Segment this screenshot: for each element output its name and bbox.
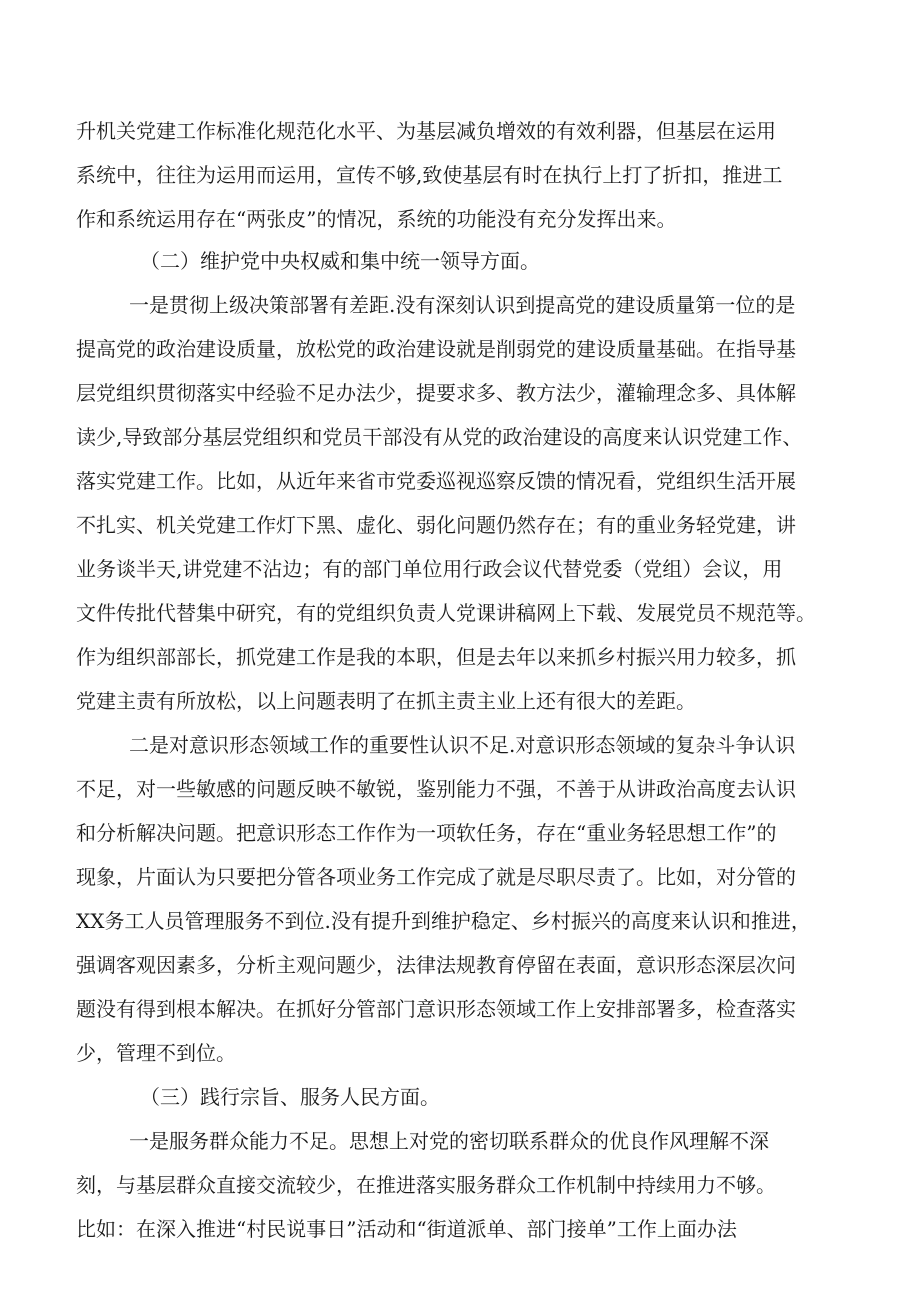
text-line: 作和系统运用存在“两张皮”的情况，系统的功能没有充分发挥出来。 xyxy=(76,207,677,231)
text-line: 读少,导致部分基层党组织和党员干部没有从党的政治建设的高度来认识党建工作、 xyxy=(76,425,803,449)
text-line: 作为组织部部长，抓党建工作是我的本职，但是去年以来抓乡村振兴用力较多，抓 xyxy=(76,645,796,669)
text-line: 刻，与基层群众直接交流较少，在推进落实服务群众工作机制中持续用力不够。 xyxy=(76,1173,776,1197)
text-line: 比如：在深入推进“村民说事日”活动和“街道派单、部门接单”工作上面办法 xyxy=(76,1217,737,1241)
text-line: 业务谈半天,讲党建不沾边；有的部门单位用行政会议代替党委（党组）会议，用 xyxy=(76,557,783,581)
text-line: 一是贯彻上级决策部署有差距.没有深刻认识到提高党的建设质量第一位的是 xyxy=(129,293,796,317)
text-line: 题没有得到根本解决。在抓好分管部门意识形态领域工作上安排部署多，检查落实 xyxy=(76,997,796,1021)
text-line: 强调客观因素多，分析主观问题少，法律法规教育停留在表面，意识形态深层次问 xyxy=(76,953,796,977)
text-line: 二是对意识形态领域工作的重要性认识不足.对意识形态领域的复杂斗争认识 xyxy=(129,733,796,757)
text-line: 升机关党建工作标准化规范化水平、为基层减负增效的有效利器，但基层在运用 xyxy=(76,119,776,143)
text-line: 落实党建工作。比如，从近年来省市党委巡视巡察反馈的情况看，党组织生活开展 xyxy=(76,469,796,493)
text-line: 层党组织贯彻落实中经验不足办法少，提要求多、教方法少，灌输理念多、具体解 xyxy=(76,381,796,405)
section-heading: （二）维护党中央权威和集中统一领导方面。 xyxy=(140,249,540,273)
text-line: 一是服务群众能力不足。思想上对党的密切联系群众的优良作风理解不深 xyxy=(129,1129,769,1153)
text-line: 不扎实、机关党建工作灯下黑、虚化、弱化问题仍然存在；有的重业务轻党建，讲 xyxy=(76,513,796,537)
text-line: 和分析解决问题。把意识形态工作作为一项软任务，存在“重业务轻思想工作”的 xyxy=(76,821,777,845)
text-line: 现象，片面认为只要把分管各项业务工作完成了就是尽职尽责了。比如，对分管的 xyxy=(76,865,796,889)
text-line: 不足，对一些敏感的问题反映不敏锐，鉴别能力不强，不善于从讲政治高度去认识 xyxy=(76,777,796,801)
text-line: 提高党的政治建设质量，放松党的政治建设就是削弱党的建设质量基础。在指导基 xyxy=(76,337,796,361)
text-line: 文件传批代替集中研究，有的党组织负责人党课讲稿网上下载、发展党员不规范等。 xyxy=(76,601,816,625)
text-line: 党建主责有所放松，以上问题表明了在抓主责主业上还有很大的差距。 xyxy=(76,689,696,713)
text-line: 少，管理不到位。 xyxy=(76,1041,236,1065)
section-heading: （三）践行宗旨、服务人民方面。 xyxy=(140,1085,440,1109)
text-line: 系统中，往往为运用而运用，宣传不够,致使基层有时在执行上打了折扣，推进工 xyxy=(76,163,783,187)
text-line: XX务工人员管理服务不到位.没有提升到维护稳定、乡村振兴的高度来认识和推进， xyxy=(76,909,811,933)
